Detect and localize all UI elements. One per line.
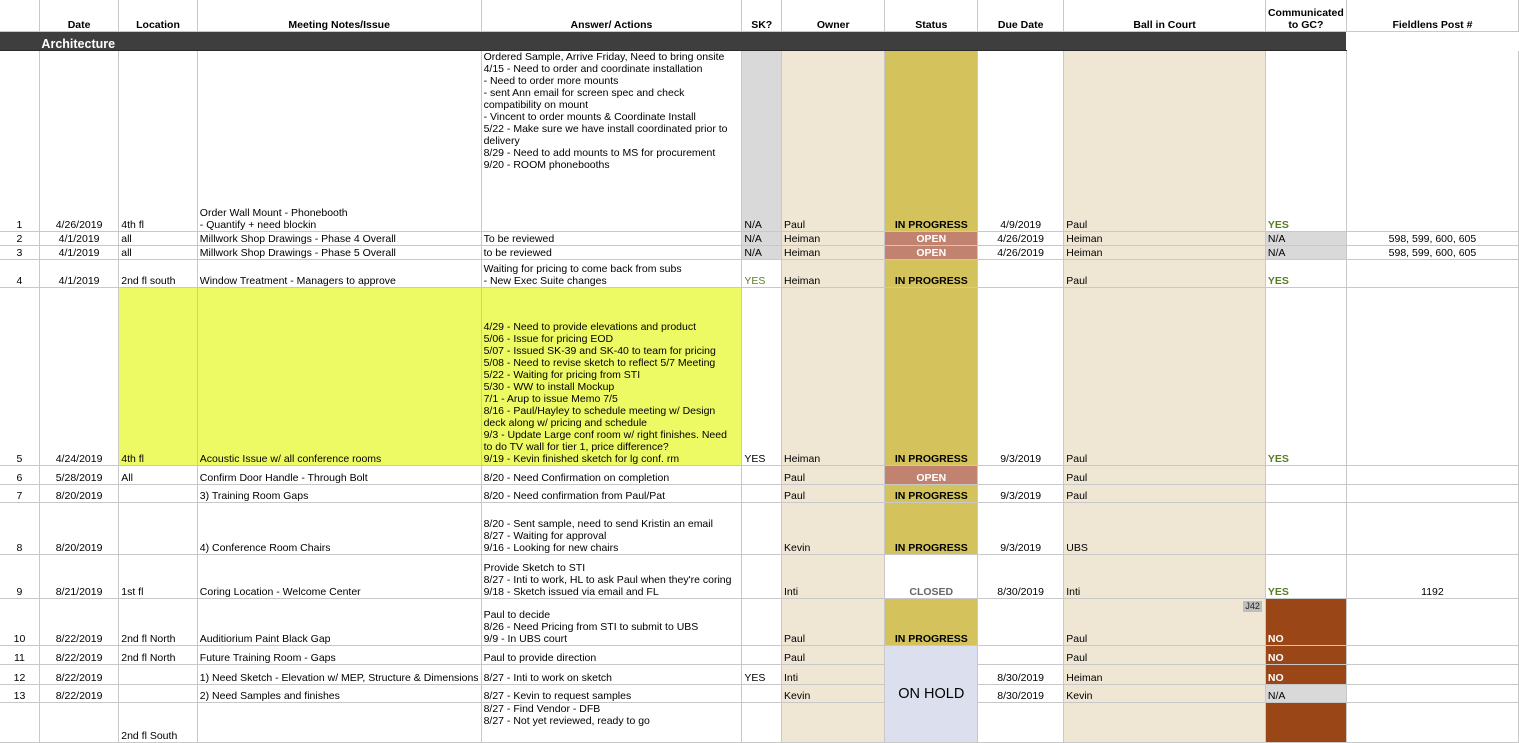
gc-cell[interactable] xyxy=(1265,485,1346,503)
fieldlens-cell[interactable] xyxy=(1346,288,1518,466)
actions-cell-line: Paul to decide xyxy=(483,609,551,621)
owner-cell[interactable]: Paul xyxy=(782,646,885,665)
gc-cell[interactable]: NO xyxy=(1265,599,1346,646)
due-cell[interactable]: 8/30/2019 xyxy=(978,665,1064,685)
ball-cell[interactable]: Paul xyxy=(1064,646,1266,665)
actions-cell-line: Paul to provide direction xyxy=(483,652,597,664)
owner-cell[interactable]: Kevin xyxy=(782,685,885,703)
due-cell[interactable]: 9/3/2019 xyxy=(978,288,1064,466)
actions-cell-line: 8/27 - Waiting for approval xyxy=(483,530,607,542)
actions-cell-line: 8/26 - Need Pricing from STI to submit to UBS xyxy=(483,621,699,633)
date-cell[interactable]: 8/20/2019 xyxy=(39,485,118,503)
actions-cell-line: to be reviewed xyxy=(483,247,552,259)
sk-cell[interactable] xyxy=(742,466,782,485)
actions-cell-line: 5/22 - Make sure we have install coordinated prior to xyxy=(483,123,728,135)
notes-cell[interactable] xyxy=(197,599,481,646)
notes-cell[interactable] xyxy=(197,246,481,260)
status-cell[interactable]: CLOSED xyxy=(885,555,978,599)
actions-cell-line: 9/18 - Sketch issued via email and FL xyxy=(483,586,659,598)
actions-cell-line: 5/30 - WW to install Mockup xyxy=(483,381,615,393)
row-number[interactable]: 9 xyxy=(0,555,39,599)
actions-cell[interactable] xyxy=(481,485,742,503)
due-cell[interactable]: 8/30/2019 xyxy=(978,555,1064,599)
location-cell[interactable]: 4th fl xyxy=(119,288,198,466)
location-cell[interactable] xyxy=(119,665,198,685)
status-cell[interactable]: IN PROGRESS xyxy=(885,485,978,503)
gc-cell[interactable] xyxy=(1265,503,1346,555)
actions-cell[interactable] xyxy=(481,646,742,665)
actions-cell-line: To be reviewed xyxy=(483,233,555,245)
actions-cell-line: 5/07 - Issued SK-39 and SK-40 to team for pricing xyxy=(483,345,716,357)
section-row xyxy=(0,32,1519,51)
ball-cell[interactable]: Paul xyxy=(1064,260,1266,288)
actions-cell-line: 8/16 - Paul/Hayley to schedule meeting w/ Design xyxy=(483,405,716,417)
fieldlens-cell[interactable] xyxy=(1346,665,1518,685)
sk-cell[interactable] xyxy=(742,599,782,646)
gc-cell[interactable]: N/A xyxy=(1265,246,1346,260)
actions-cell-line xyxy=(484,219,740,231)
gc-cell[interactable]: N/A xyxy=(1265,232,1346,246)
notes-cell-line: 4) Conference Room Chairs xyxy=(199,542,331,554)
notes-cell[interactable] xyxy=(197,503,481,555)
status-cell[interactable]: IN PROGRESS xyxy=(885,288,978,466)
actions-cell-line: - sent Ann email for screen spec and check xyxy=(483,87,685,99)
col-status-header[interactable]: Status xyxy=(885,0,978,32)
fieldlens-cell[interactable] xyxy=(1346,466,1518,485)
actions-cell-line: 9/20 - ROOM phonebooths xyxy=(483,159,610,171)
date-cell[interactable]: 4/1/2019 xyxy=(39,260,118,288)
actions-cell-line: delivery xyxy=(483,135,520,147)
date-cell[interactable]: 8/22/2019 xyxy=(39,665,118,685)
owner-cell[interactable]: Paul xyxy=(782,466,885,485)
fieldlens-cell[interactable] xyxy=(1346,503,1518,555)
location-cell[interactable]: all xyxy=(119,246,198,260)
col-actions-header[interactable]: Answer/ Actions xyxy=(481,0,742,32)
notes-cell[interactable] xyxy=(197,685,481,703)
notes-cell-line xyxy=(200,730,479,742)
actions-cell-line: 8/27 - Find Vendor - DFB xyxy=(483,703,601,715)
actions-cell-line: Waiting for pricing to come back from subs xyxy=(483,263,682,275)
gc-cell[interactable]: YES xyxy=(1265,51,1346,232)
col-location-header[interactable]: Location xyxy=(119,0,198,32)
col-sk-header[interactable]: SK? xyxy=(742,0,782,32)
row-number[interactable]: 8 xyxy=(0,503,39,555)
sk-cell[interactable]: N/A xyxy=(742,232,782,246)
gc-cell[interactable]: YES xyxy=(1265,260,1346,288)
actions-cell-line: - Vincent to order mounts & Coordinate Install xyxy=(483,111,696,123)
date-cell[interactable]: 4/26/2019 xyxy=(39,51,118,232)
col-gc-header[interactable] xyxy=(1265,0,1346,32)
actions-cell-line xyxy=(484,171,740,183)
sk-cell[interactable] xyxy=(742,646,782,665)
actions-cell-line: 8/29 - Need to add mounts to MS for procurement xyxy=(483,147,716,159)
section-title[interactable]: Architecture xyxy=(39,32,1346,51)
col-date-header[interactable]: Date xyxy=(39,0,118,32)
gc-cell[interactable]: NO xyxy=(1265,646,1346,665)
date-cell[interactable]: 8/20/2019 xyxy=(39,503,118,555)
notes-cell-line: Acoustic Issue w/ all conference rooms xyxy=(199,453,382,465)
actions-cell-line: 9/9 - In UBS court xyxy=(483,633,568,645)
row-number[interactable]: 2 xyxy=(0,232,39,246)
due-cell[interactable]: 9/3/2019 xyxy=(978,503,1064,555)
fieldlens-cell[interactable]: 1192 xyxy=(1346,555,1518,599)
actions-cell[interactable] xyxy=(481,599,742,646)
due-cell[interactable]: 9/3/2019 xyxy=(978,485,1064,503)
row-number[interactable]: 6 xyxy=(0,466,39,485)
ball-cell[interactable]: Paul xyxy=(1064,466,1266,485)
actions-cell-line: - New Exec Suite changes xyxy=(483,275,607,287)
actions-cell[interactable] xyxy=(481,246,742,260)
gc-header-line1: Communicated xyxy=(1267,7,1344,19)
owner-cell[interactable]: Heiman xyxy=(782,246,885,260)
gc-cell[interactable]: NO xyxy=(1265,665,1346,685)
gc-cell[interactable] xyxy=(1265,703,1346,743)
actions-cell-line: 4/29 - Need to provide elevations and product xyxy=(483,321,697,333)
notes-cell[interactable] xyxy=(197,232,481,246)
row-number[interactable]: 3 xyxy=(0,246,39,260)
notes-cell-line: Millwork Shop Drawings - Phase 5 Overall xyxy=(199,247,396,259)
col-fieldlens-header[interactable]: Fieldlens Post # xyxy=(1346,0,1518,32)
sk-cell[interactable]: N/A xyxy=(742,51,782,232)
table-row xyxy=(0,246,1519,260)
table-row xyxy=(0,260,1519,288)
actions-cell-line: 8/20 - Need Confirmation on completion xyxy=(483,472,670,484)
owner-cell[interactable]: Inti xyxy=(782,665,885,685)
actions-cell[interactable] xyxy=(481,703,742,743)
table-row xyxy=(0,288,1519,466)
table-row xyxy=(0,51,1519,232)
fieldlens-cell[interactable]: 598, 599, 600, 605 xyxy=(1346,232,1518,246)
location-cell[interactable]: 2nd fl North xyxy=(119,599,198,646)
location-cell[interactable] xyxy=(119,685,198,703)
fieldlens-cell[interactable]: 598, 599, 600, 605 xyxy=(1346,246,1518,260)
table-row xyxy=(0,599,1519,646)
col-owner-header[interactable]: Owner xyxy=(782,0,885,32)
notes-cell[interactable] xyxy=(197,646,481,665)
date-cell[interactable]: 5/28/2019 xyxy=(39,466,118,485)
status-cell[interactable]: IN PROGRESS xyxy=(885,503,978,555)
owner-cell[interactable]: Heiman xyxy=(782,288,885,466)
notes-cell[interactable] xyxy=(197,703,481,743)
actions-cell-line: to do TV wall for tier 1, price difference? xyxy=(483,441,669,453)
ball-cell[interactable]: Heiman xyxy=(1064,246,1266,260)
col-notes-header[interactable]: Meeting Notes/Issue xyxy=(197,0,481,32)
actions-cell[interactable] xyxy=(481,685,742,703)
actions-cell-line: Provide Sketch to STI xyxy=(483,562,586,574)
actions-cell-line: compatibility on mount xyxy=(483,99,589,111)
sk-cell[interactable] xyxy=(742,685,782,703)
actions-cell[interactable] xyxy=(481,503,742,555)
due-cell[interactable] xyxy=(978,703,1064,743)
status-cell[interactable]: IN PROGRESS xyxy=(885,599,978,646)
notes-cell-line: 2) Need Samples and finishes xyxy=(199,690,340,702)
ball-cell[interactable]: Heiman xyxy=(1064,665,1266,685)
table-row xyxy=(0,555,1519,599)
sk-cell[interactable]: YES xyxy=(742,665,782,685)
owner-cell[interactable]: Paul xyxy=(782,485,885,503)
actions-cell[interactable] xyxy=(481,288,742,466)
actions-cell-line: 8/27 - Inti to work on sketch xyxy=(483,672,612,684)
notes-cell-line: Order Wall Mount - Phonebooth xyxy=(199,207,348,219)
section-spacer xyxy=(0,32,39,51)
actions-cell-line: 8/27 - Not yet reviewed, ready to go xyxy=(483,715,650,727)
location-cell[interactable]: 2nd fl South xyxy=(119,703,198,743)
location-cell[interactable]: all xyxy=(119,232,198,246)
owner-cell[interactable]: Heiman xyxy=(782,232,885,246)
row-number[interactable] xyxy=(0,703,39,743)
actions-cell-line: 8/20 - Need confirmation from Paul/Pat xyxy=(483,490,666,502)
gc-cell[interactable]: N/A xyxy=(1265,685,1346,703)
due-cell[interactable]: 4/26/2019 xyxy=(978,246,1064,260)
notes-cell-line: Coring Location - Welcome Center xyxy=(199,586,361,598)
fieldlens-cell[interactable] xyxy=(1346,646,1518,665)
notes-cell-line: Confirm Door Handle - Through Bolt xyxy=(199,472,368,484)
actions-cell-line: 8/20 - Sent sample, need to send Kristin an email xyxy=(483,518,713,530)
date-cell[interactable]: 4/1/2019 xyxy=(39,246,118,260)
notes-cell-line: Future Training Room - Gaps xyxy=(199,652,336,664)
table-row xyxy=(0,646,1519,665)
sk-cell[interactable]: YES xyxy=(742,260,782,288)
location-cell[interactable]: 1st fl xyxy=(119,555,198,599)
owner-cell[interactable]: Heiman xyxy=(782,260,885,288)
row-number[interactable]: 10 xyxy=(0,599,39,646)
due-cell[interactable] xyxy=(978,646,1064,665)
notes-cell[interactable] xyxy=(197,466,481,485)
gc-header-line2: to GC? xyxy=(1288,19,1324,31)
notes-cell-line: 1) Need Sketch - Elevation w/ MEP, Structure & Dimensions xyxy=(199,672,479,684)
notes-cell[interactable] xyxy=(197,485,481,503)
fieldlens-cell[interactable] xyxy=(1346,599,1518,646)
row-number[interactable]: 12 xyxy=(0,665,39,685)
status-cell[interactable]: OPEN xyxy=(885,466,978,485)
location-cell[interactable]: 2nd fl North xyxy=(119,646,198,665)
actions-cell-line: 9/3 - Update Large conf room w/ right finishes. Need xyxy=(483,429,727,441)
ball-cell[interactable]: Paul xyxy=(1064,485,1266,503)
gc-cell[interactable]: YES xyxy=(1265,288,1346,466)
fieldlens-cell[interactable] xyxy=(1346,703,1518,743)
actions-cell-line: 8/27 - Kevin to request samples xyxy=(483,690,632,702)
table-row xyxy=(0,232,1519,246)
row-number[interactable]: 7 xyxy=(0,485,39,503)
date-cell[interactable]: 8/22/2019 xyxy=(39,646,118,665)
date-cell[interactable]: 4/24/2019 xyxy=(39,288,118,466)
sk-cell[interactable] xyxy=(742,555,782,599)
due-cell[interactable] xyxy=(978,599,1064,646)
ball-cell[interactable]: UBS xyxy=(1064,503,1266,555)
notes-cell-line: 3) Training Room Gaps xyxy=(199,490,309,502)
actions-cell[interactable] xyxy=(481,665,742,685)
row-number[interactable]: 1 xyxy=(0,51,39,232)
date-cell[interactable] xyxy=(39,703,118,743)
gc-cell[interactable] xyxy=(1265,466,1346,485)
col-ball-header[interactable]: Ball in Court xyxy=(1064,0,1266,32)
fieldlens-cell[interactable] xyxy=(1346,51,1518,232)
location-cell[interactable]: All xyxy=(119,466,198,485)
fieldlens-cell[interactable] xyxy=(1346,485,1518,503)
actions-cell-line: 5/06 - Issue for pricing EOD xyxy=(483,333,614,345)
notes-cell[interactable] xyxy=(197,288,481,466)
actions-cell-line: 9/16 - Looking for new chairs xyxy=(483,542,619,554)
location-cell[interactable] xyxy=(119,485,198,503)
table-row xyxy=(0,665,1519,685)
owner-cell[interactable]: Paul xyxy=(782,599,885,646)
status-cell[interactable]: IN PROGRESS xyxy=(885,51,978,232)
actions-cell-line xyxy=(484,183,740,195)
ball-cell[interactable] xyxy=(1064,703,1266,743)
status-cell[interactable]: ON HOLD xyxy=(885,646,978,743)
due-cell[interactable]: 4/9/2019 xyxy=(978,51,1064,232)
col-due-header[interactable]: Due Date xyxy=(978,0,1064,32)
ball-cell[interactable]: Paul xyxy=(1064,288,1266,466)
notes-cell-line: - Quantify + need blockin xyxy=(199,219,317,231)
table-row xyxy=(0,466,1519,485)
actions-cell-line: deck along w/ pricing and schedule xyxy=(483,417,647,429)
location-cell[interactable]: 4th fl xyxy=(119,51,198,232)
actions-cell-line xyxy=(484,195,740,207)
row-number[interactable]: 5 xyxy=(0,288,39,466)
table-row xyxy=(0,685,1519,703)
table-row xyxy=(0,485,1519,503)
sk-cell[interactable]: N/A xyxy=(742,246,782,260)
sk-cell[interactable]: YES xyxy=(742,288,782,466)
row-number[interactable]: 13 xyxy=(0,685,39,703)
gc-cell[interactable]: YES xyxy=(1265,555,1346,599)
row-number[interactable]: 4 xyxy=(0,260,39,288)
table-row xyxy=(0,703,1519,743)
notes-cell[interactable] xyxy=(197,260,481,288)
actions-cell-line xyxy=(484,207,740,219)
date-cell[interactable]: 8/22/2019 xyxy=(39,685,118,703)
section-blank xyxy=(1346,32,1518,51)
due-cell[interactable] xyxy=(978,260,1064,288)
header-row xyxy=(0,0,1519,32)
owner-cell[interactable]: Paul xyxy=(782,51,885,232)
table-row xyxy=(0,503,1519,555)
actions-cell-line: Ordered Sample, Arrive Friday, Need to bring onsite xyxy=(483,51,725,63)
actions-cell-line: 5/08 - Need to revise sketch to reflect 5/7 Meeting xyxy=(483,357,716,369)
sk-cell[interactable] xyxy=(742,503,782,555)
location-cell[interactable] xyxy=(119,503,198,555)
fieldlens-cell[interactable] xyxy=(1346,685,1518,703)
actions-cell-line: 5/22 - Waiting for pricing from STI xyxy=(483,369,641,381)
due-cell[interactable] xyxy=(978,466,1064,485)
col-rownum-header xyxy=(0,0,39,32)
sk-cell[interactable] xyxy=(742,485,782,503)
fieldlens-cell[interactable] xyxy=(1346,260,1518,288)
actions-cell-line: 7/1 - Arup to issue Memo 7/5 xyxy=(483,393,618,405)
notes-cell-line: Auditiorium Paint Black Gap xyxy=(199,633,331,645)
actions-cell-line: 4/15 - Need to order and coordinate installation xyxy=(483,63,703,75)
location-cell[interactable]: 2nd fl south xyxy=(119,260,198,288)
actions-cell-line: - Need to order more mounts xyxy=(483,75,619,87)
actions-cell[interactable] xyxy=(481,260,742,288)
actions-cell[interactable] xyxy=(481,555,742,599)
notes-cell[interactable] xyxy=(197,51,481,232)
date-cell[interactable]: 4/1/2019 xyxy=(39,232,118,246)
owner-cell[interactable]: Inti xyxy=(782,555,885,599)
due-cell[interactable]: 4/26/2019 xyxy=(978,232,1064,246)
due-cell[interactable]: 8/30/2019 xyxy=(978,685,1064,703)
status-cell[interactable]: OPEN xyxy=(885,232,978,246)
actions-cell[interactable] xyxy=(481,466,742,485)
actions-cell-line: 9/19 - Kevin finished sketch for lg conf. rm xyxy=(483,453,680,465)
notes-cell-line: Millwork Shop Drawings - Phase 4 Overall xyxy=(199,233,396,245)
date-cell[interactable]: 8/21/2019 xyxy=(39,555,118,599)
ball-cell[interactable]: Paul xyxy=(1064,599,1266,646)
ball-cell[interactable]: Kevin xyxy=(1064,685,1266,703)
status-cell[interactable]: OPEN xyxy=(885,246,978,260)
notes-cell-line: Window Treatment - Managers to approve xyxy=(199,275,396,287)
actions-cell[interactable] xyxy=(481,51,742,232)
ball-cell[interactable]: Paul xyxy=(1064,51,1266,232)
actions-cell[interactable] xyxy=(481,232,742,246)
ball-cell[interactable]: Inti xyxy=(1064,555,1266,599)
date-cell[interactable]: 8/22/2019 xyxy=(39,599,118,646)
ball-cell[interactable]: Heiman xyxy=(1064,232,1266,246)
cell-comment-tag: J42 xyxy=(1245,600,1260,611)
row-number[interactable]: 11 xyxy=(0,646,39,665)
status-cell[interactable]: IN PROGRESS xyxy=(885,260,978,288)
notes-cell[interactable] xyxy=(197,665,481,685)
sk-cell[interactable] xyxy=(742,703,782,743)
owner-cell[interactable] xyxy=(782,703,885,743)
owner-cell[interactable]: Kevin xyxy=(782,503,885,555)
notes-cell[interactable] xyxy=(197,555,481,599)
actions-cell-line: 8/27 - Inti to work, HL to ask Paul when they're coring xyxy=(483,574,732,586)
